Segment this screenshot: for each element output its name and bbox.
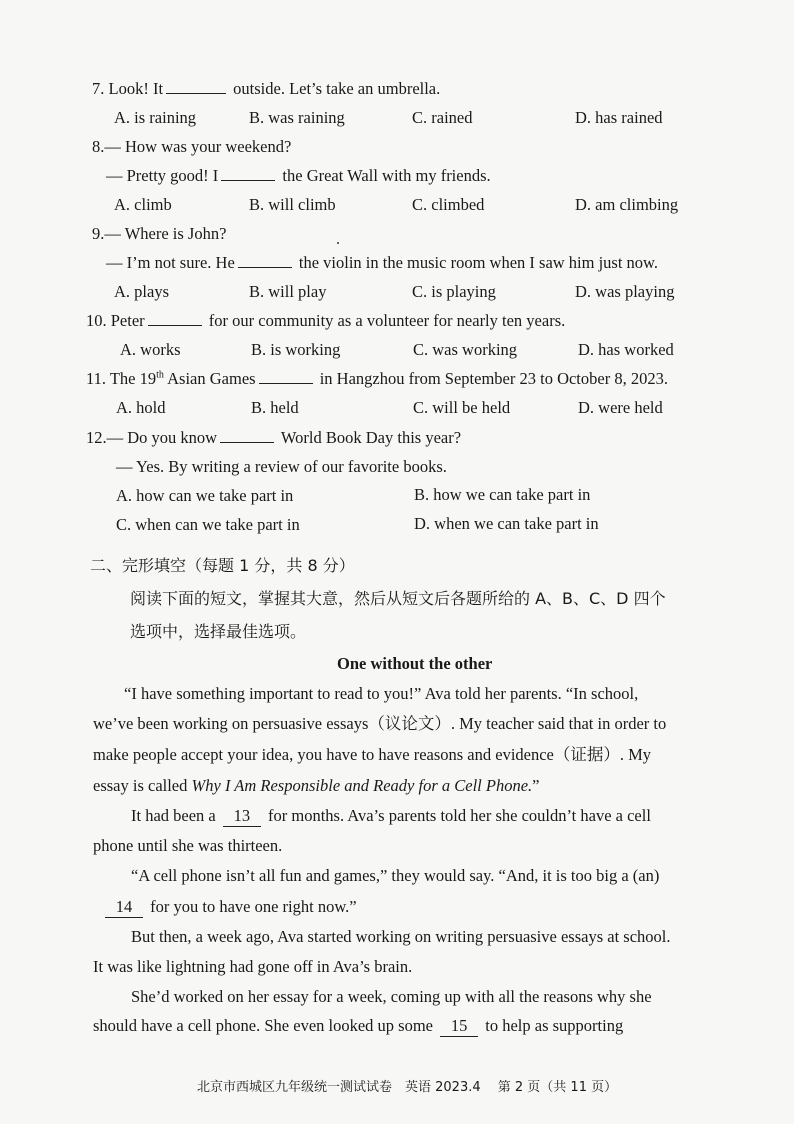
- passage-text: It had been a: [131, 806, 216, 825]
- passage-line: She’d worked on her essay for a week, coming up with all the reasons why she: [131, 987, 652, 1006]
- answer-blank: [166, 79, 226, 94]
- answer-blank: [259, 369, 313, 384]
- question-text: The 19: [109, 369, 157, 388]
- question-number: 10.: [86, 311, 107, 330]
- question-text: in Hangzhou from September 23 to October 8, 2023.: [319, 369, 668, 388]
- option-b: B. was raining: [249, 108, 345, 127]
- option-a: A. climb: [114, 195, 172, 214]
- question-text: Asian Games: [167, 369, 256, 388]
- section-instructions: 阅读下面的短文，掌握其大意，然后从短文后各题所给的 A、B、C、D 四个: [130, 589, 666, 608]
- question-text: Peter: [110, 311, 145, 330]
- option-d: D. when we can take part in: [414, 514, 599, 533]
- option-a: A. hold: [116, 398, 166, 417]
- option-c: C. when can we take part in: [116, 515, 300, 534]
- question-text: — Where is John?: [104, 224, 227, 243]
- passage-line: “I have something important to read to you!” Ava told her parents. “In school,: [124, 684, 639, 703]
- question-text: the Great Wall with my friends.: [282, 166, 491, 185]
- ink-speck: [337, 242, 339, 244]
- question-text: for our community as a volunteer for nearly ten years.: [208, 311, 566, 330]
- question-8-line2: [106, 166, 491, 186]
- ordinal-suffix: th: [156, 369, 164, 381]
- question-12: [86, 428, 461, 448]
- option-d: D. were held: [578, 398, 663, 417]
- passage-text: for you to have one right now.”: [150, 897, 357, 916]
- cloze-blank-13: 13: [223, 806, 261, 827]
- question-11: [86, 369, 668, 389]
- option-b: B. will play: [249, 282, 327, 301]
- option-c: C. is playing: [412, 282, 496, 301]
- option-b: B. is working: [251, 340, 341, 359]
- option-d: D. has rained: [575, 108, 663, 127]
- answer-blank: [221, 166, 275, 181]
- question-7: [92, 79, 440, 99]
- passage-text: for months. Ava’s parents told her she couldn’t have a cell: [268, 806, 651, 825]
- question-text: outside. Let’s take an umbrella.: [233, 79, 441, 98]
- passage-text: ”: [532, 776, 540, 795]
- question-text: Look! It: [108, 79, 164, 98]
- question-text: — I’m not sure. He: [106, 253, 235, 272]
- question-text: — Do you know: [106, 428, 218, 447]
- question-number: 11.: [86, 369, 107, 388]
- question-text: the violin in the music room when I saw him just now.: [298, 253, 659, 272]
- cloze-blank-15: 15: [440, 1016, 478, 1037]
- essay-title: Why I Am Responsible and Ready for a Cell Phone.: [191, 776, 533, 795]
- question-text: World Book Day this year?: [280, 428, 462, 447]
- question-text: — Pretty good! I: [106, 166, 219, 185]
- question-number: 12.: [86, 428, 107, 447]
- passage-line: [93, 1016, 623, 1037]
- option-a: A. how can we take part in: [116, 486, 294, 505]
- option-c: C. will be held: [413, 398, 511, 417]
- page-footer: 北京市西城区九年级统一测试试卷 英语 2023.4 第 2 页（共 11 页）: [197, 1080, 618, 1095]
- passage-line: we’ve been working on persuasive essays（议论文）. My teacher said that in order to: [93, 714, 667, 733]
- passage-text: essay is called: [93, 776, 192, 795]
- passage-line: [131, 806, 651, 827]
- passage-line: [93, 776, 539, 796]
- question-12-line2: — Yes. By writing a review of our favorite books.: [116, 457, 447, 476]
- question-text: — How was your weekend?: [104, 137, 292, 156]
- option-a: A. plays: [114, 282, 169, 301]
- question-number: 7.: [92, 79, 105, 98]
- answer-blank: [148, 311, 202, 326]
- passage-text: to help as supporting: [485, 1016, 624, 1035]
- option-d: D. was playing: [575, 282, 675, 301]
- option-a: A. works: [120, 340, 181, 359]
- answer-blank: [238, 253, 292, 268]
- option-d: D. am climbing: [575, 195, 679, 214]
- question-9-line2: [106, 253, 658, 273]
- section-instructions-cont: 选项中，选择最佳选项。: [130, 622, 307, 641]
- cloze-blank-14: 14: [105, 897, 143, 918]
- passage-title: One without the other: [337, 654, 493, 673]
- question-8: [92, 137, 291, 157]
- passage-line: make people accept your idea, you have to have reasons and evidence（证据）. My: [93, 745, 652, 764]
- option-d: D. has worked: [578, 340, 674, 359]
- option-c: C. was working: [413, 340, 518, 359]
- option-c: C. rained: [412, 108, 473, 127]
- question-number: 9.: [92, 224, 105, 243]
- question-10: [86, 311, 565, 331]
- question-9: [92, 224, 226, 244]
- passage-line: It was like lightning had gone off in Ava’s brain.: [93, 957, 413, 976]
- section-heading: 二、完形填空（每题 1 分，共 8 分）: [90, 556, 355, 575]
- passage-line: “A cell phone isn’t all fun and games,” they would say. “And, it is too big a (an): [131, 866, 660, 885]
- answer-blank: [220, 428, 274, 443]
- option-b: B. will climb: [249, 195, 336, 214]
- passage-line: phone until she was thirteen.: [93, 836, 283, 855]
- question-number: 8.: [92, 137, 105, 156]
- option-b: B. held: [251, 398, 299, 417]
- option-b: B. how we can take part in: [414, 485, 591, 504]
- option-a: A. is raining: [114, 108, 197, 127]
- option-c: C. climbed: [412, 195, 485, 214]
- passage-text: should have a cell phone. She even looked up some: [93, 1016, 433, 1035]
- passage-line: [102, 897, 357, 918]
- passage-line: But then, a week ago, Ava started working on writing persuasive essays at school.: [131, 927, 671, 946]
